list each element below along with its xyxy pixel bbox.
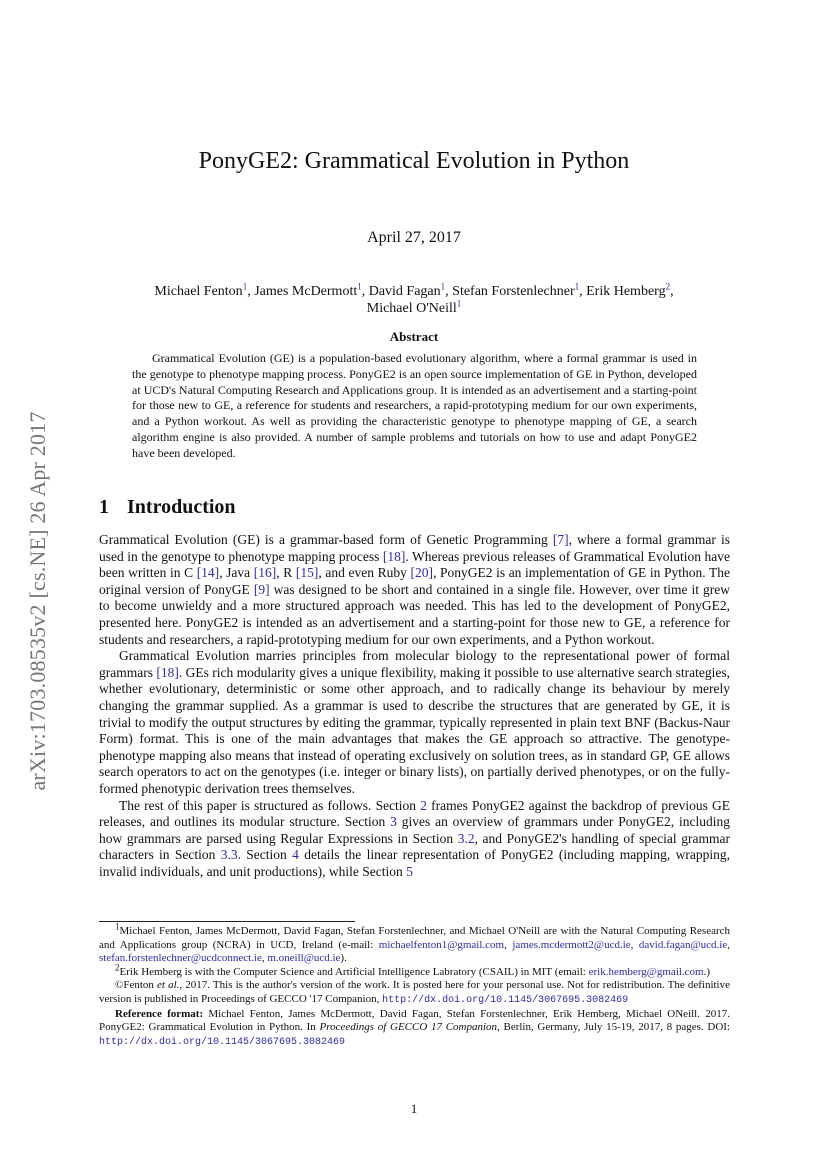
footnotes — [99, 921, 730, 1049]
citation-link[interactable]: [14] — [196, 565, 220, 581]
footnote-mark: 2 — [115, 962, 120, 973]
email-link[interactable]: michaelfenton1@gmail.com — [378, 938, 505, 951]
body-text — [99, 532, 730, 880]
affiliation-mark[interactable]: 2 — [665, 281, 671, 292]
section-number: 1 — [99, 496, 109, 518]
venue-name: Proceedings of GECCO 17 Companion — [319, 1021, 498, 1034]
citation-link[interactable]: [20] — [410, 565, 433, 581]
section-link[interactable]: 2 — [420, 797, 427, 813]
paper-title: PonyGE2: Grammatical Evolution in Python — [198, 148, 630, 174]
text-run: , where a formal grammar is used in the genotype to phenotype mapping process — [99, 532, 730, 564]
citation-link[interactable]: [9] — [253, 581, 270, 597]
affiliation-mark[interactable]: 1 — [574, 281, 580, 292]
footnote-text: Michael Fenton, James McDermott, David Fagan, Stefan Forstenlechner, Erik Hemberg, Michael ONeill. 2017. PonyGE2: Grammatical Evolution in Python. In — [99, 1007, 730, 1034]
citation-link[interactable]: [18] — [382, 548, 406, 564]
text-run: Grammatical Evolution (GE) is a grammar-based form of Genetic Programming — [99, 532, 553, 547]
paper-date: April 27, 2017 — [367, 229, 461, 246]
email-link[interactable]: erik.hemberg@gmail.com — [588, 965, 704, 978]
reference-format-label: Reference format: — [115, 1007, 204, 1020]
email-link[interactable]: james.mcdermott2@ucd.ie — [512, 938, 631, 951]
footnote-mark: 1 — [115, 921, 120, 932]
footnote-text: Michael Fenton, James McDermott, David Fagan, Stefan Forstenlechner, and Michael O'Neill are with the Natural Computing Research and Applications group (NCRA) in UCD, Ireland (e-mail: — [99, 925, 730, 951]
author-separator: , — [361, 284, 369, 299]
paragraph — [99, 532, 730, 648]
text-run: was designed to be short and contained in a single file. However, over time it grew to become unwieldy and a more structured approach was needed. This has led to the development of PonyGE2, presented here. PonyGE2 is intended as an advertisement and a starting-point for those new to GE, a reference for students and researchers, a rapid-prototyping medium for our own experiments, and a Python workout. — [99, 581, 730, 647]
text-run: Grammatical Evolution marries principles from molecular biology to the representational power of formal grammars — [99, 648, 730, 680]
footnote-1: $^1$Michael Fenton, James McDermott, David Fagan, Stefan Forstenlechner, and Michael O'Neill are with the Natural Computing Research and Applications group (NCRA) in UCD, Ireland (e-mail: michaelfenton1@gmail.com, james.mcdermott2@ucd.ie, david.fagan@ucd.ie, stefan.forstenlechner@ucdconnect.ie, m.oneill@ucd.ie). — [99, 921, 730, 965]
section-link[interactable]: 3.3 — [220, 847, 238, 863]
affiliation-mark[interactable]: 1 — [456, 298, 462, 309]
text-run: , PonyGE2 is an implementation of GE in Python. The original version of PonyGE — [99, 565, 730, 597]
author-name: Michael Fenton — [154, 284, 243, 299]
affiliation-mark[interactable]: 1 — [242, 281, 248, 292]
footnote-text: , 2017. This is the author's version of the work. It is posted here for your personal use. Not for redistribution. The definitive version is published in Proceedings of GECCO '17 Companion, — [99, 979, 730, 1005]
arxiv-id: arXiv:1703.08535v2 [cs.NE] 26 Apr 2017 — [25, 411, 50, 791]
footnote-text: Fenton — [123, 979, 158, 992]
section-link[interactable]: 3.2 — [457, 830, 475, 846]
footnote-text: Erik Hemberg is with the Computer Science and Artificial Intelligence Labratory (CSAIL) in MIT (email: — [119, 965, 589, 978]
footnote-text: .) — [703, 965, 711, 978]
text-run: gives an overview of grammars under PonyGE2, including how grammars are parsed using Regular Expressions in Section — [99, 814, 730, 846]
author-name: David Fagan — [368, 284, 441, 299]
author-line-2 — [120, 300, 708, 317]
author-separator: , — [579, 284, 587, 299]
text-run: , and even Ruby — [318, 565, 411, 581]
doi-link[interactable]: http://dx.doi.org/10.1145/3067695.3082469 — [99, 1036, 346, 1048]
footnote-rule — [99, 921, 355, 922]
email-link[interactable]: david.fagan@ucd.ie — [638, 938, 728, 951]
footnote-text: et al. — [157, 979, 180, 992]
affiliation-mark[interactable]: 1 — [440, 281, 446, 292]
paragraph — [99, 798, 730, 881]
arxiv-side-stamp — [20, 352, 56, 850]
text-run: . GEs rich modularity gives a unique flexibility, making it possible to use alternative search strategies, whether evolutionary, deterministic or some other approach, and to radically change its behaviour by merely changing the grammar supplied. As a grammar is used to describe the structures that are generated by GE, it is trivial to modify the output structures by editing the grammar, typically represented in plain text BNF (Backus-Naur Form) format. This is one of the main advantages that makes the GE approach so attractive. The genotype-phenotype mapping also means that instead of operating exclusively on solution trees, as in standard GP, GE allows search operators to act on the genotypes (i.e. integer or binary lists), on partially derived phenotypes, or on the fully-formed phenotypic derivation trees themselves. — [99, 664, 730, 796]
copyright-note — [99, 979, 730, 1007]
page-number: 1 — [410, 1101, 418, 1116]
reference-format — [99, 1008, 730, 1050]
section-link[interactable]: 4 — [292, 847, 299, 863]
email-link[interactable]: stefan.forstenlechner@ucdconnect.ie — [99, 952, 262, 965]
text-run: frames PonyGE2 against the backdrop of previous GE releases, and outlines its modular structure. Section — [99, 797, 730, 830]
citation-link[interactable]: [18] — [156, 664, 179, 680]
text-run: , and PonyGE2's handling of special grammar characters in Section — [99, 830, 730, 863]
doi-link[interactable]: http://dx.doi.org/10.1145/3067695.3082469 — [382, 994, 629, 1006]
email-link[interactable]: m.oneill@ucd.ie — [267, 952, 341, 965]
author-separator: , — [247, 284, 255, 299]
author-line-1 — [120, 283, 708, 300]
abstract-heading: Abstract — [389, 329, 439, 344]
author-separator: , — [445, 284, 453, 299]
affiliation-mark[interactable]: 1 — [357, 281, 362, 292]
copyright-symbol: © — [115, 979, 124, 992]
text-run: , R — [276, 565, 296, 581]
text-run: . Whereas previous releases of Grammatical Evolution have been written in C — [99, 548, 730, 581]
author-name: Erik Hemberg — [586, 284, 666, 299]
author-list — [120, 283, 708, 317]
author-name: James McDermott — [254, 284, 358, 299]
footnote-text: , Berlin, Germany, July 15-19, 2017, 8 pages. DOI: — [497, 1021, 730, 1034]
citation-link[interactable]: [7] — [552, 532, 569, 547]
text-run: details the linear representation of PonyGE2 (including mapping, wrapping, invalid individuals, and unit productions), while Section — [99, 847, 731, 879]
citation-link[interactable]: [15] — [295, 565, 319, 581]
footnote-text: ). — [340, 952, 347, 965]
section-heading — [99, 496, 236, 519]
abstract-text: Grammatical Evolution (GE) is a population-based evolutionary algorithm, where a formal grammar is used in the genotype to phenotype mapping process. PonyGE2 is an open source implementation of GE in Python, developed at UCD's Natural Computing Research and Applications group. It is intended as an advertisement and a starting-point for those new to GE, a reference for students and researchers, a rapid-prototyping medium for our own experiments, and a Python workout. As well as providing the characteristic genotype to phenotype mapping of GE, a search algorithm engine is also provided. A number of sample problems and tutorials on how to use and adapt PonyGE2 have been developed. — [132, 351, 697, 460]
section-link[interactable]: 3 — [390, 814, 397, 830]
footnote-2 — [99, 962, 730, 980]
text-run: , Java — [219, 565, 254, 581]
section-title: Introduction — [127, 496, 236, 518]
author-separator: , — [670, 284, 674, 299]
abstract-block — [132, 351, 697, 462]
text-run: The rest of this paper is structured as follows. Section — [119, 797, 421, 813]
paragraph — [99, 648, 730, 797]
section-link[interactable]: 5 — [406, 863, 413, 879]
text-run: . Section — [237, 847, 293, 863]
author-name: Stefan Forstenlechner — [452, 284, 575, 299]
citation-link[interactable]: [16] — [253, 565, 277, 581]
author-name: Michael O'Neill — [366, 301, 457, 316]
